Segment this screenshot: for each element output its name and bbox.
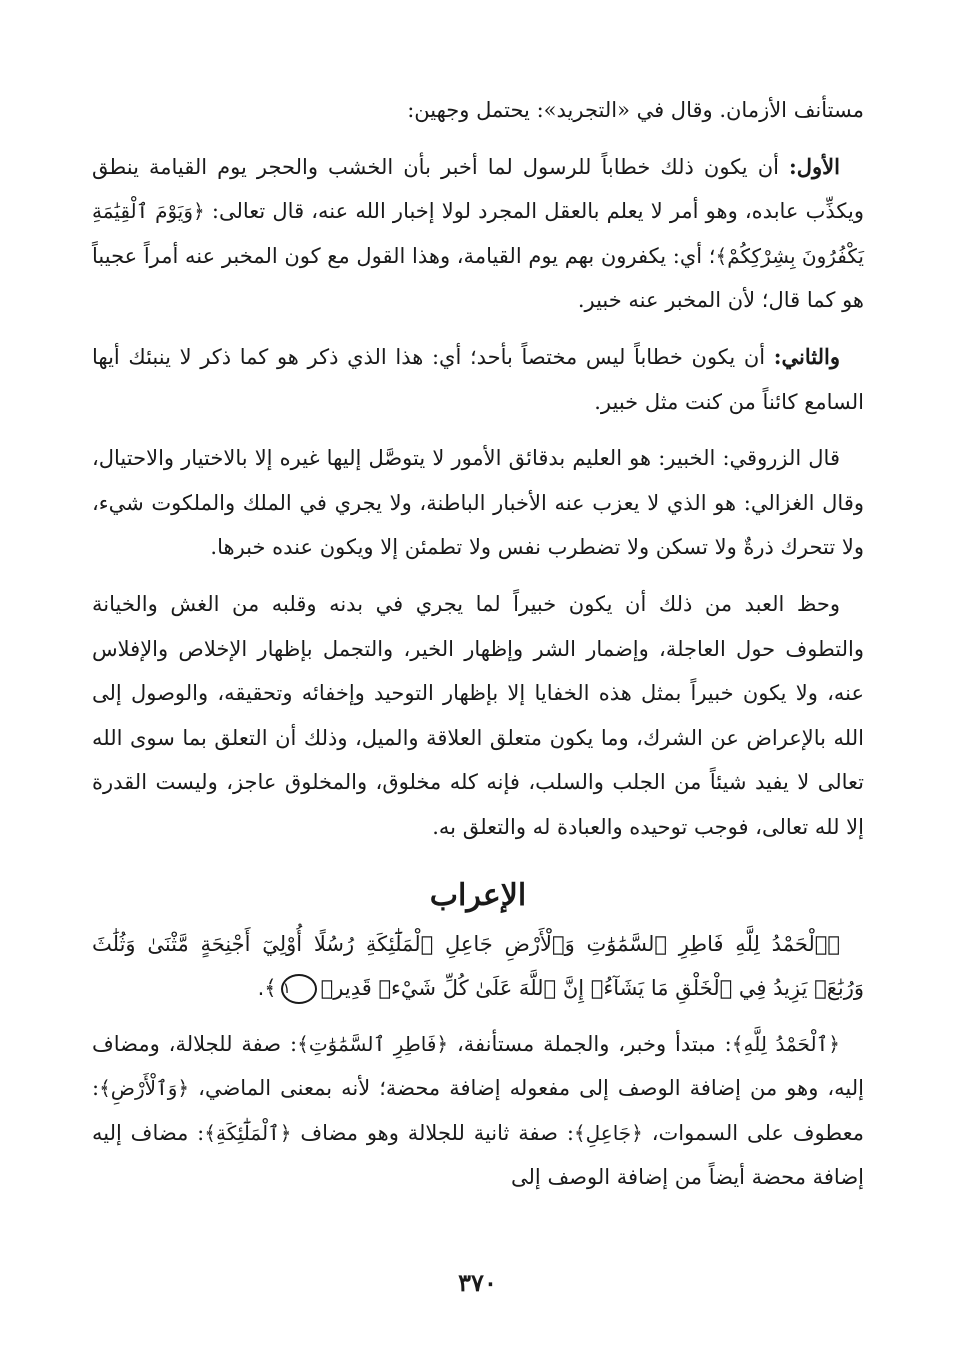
page-number: ٣٧٠ <box>458 1268 497 1297</box>
first-interpretation <box>92 145 864 323</box>
irab-quote-5: ﴿ٱلْمَلَٰٓئِكَةِ﴾ <box>204 1120 292 1145</box>
book-page <box>92 88 864 1212</box>
irab-text-4: : صفة ثانية للجلالة وهو مضاف <box>291 1120 574 1145</box>
irab-text-3: : معطوف على السموات، <box>92 1076 865 1145</box>
section-title-irab: الإعراب <box>429 877 527 913</box>
irab-text-2: : صفة للجلالة، ومضاف إليه، وهو من إضافة الوصف إلى مفعوله إضافة محضة؛ لأنه بمعنى الماضي، <box>92 1031 864 1101</box>
irab-quote-4: ﴿جَاعِلِ﴾ <box>573 1120 643 1145</box>
servant-share-paragraph: وحظ العبد من ذلك أن يكون خبيراً لما يجري في بدنه وقلبه من الغش والخيانة والتطوف حول العاجلة، وإضمار الشر وإظهار الخير، والتجمل بإظهار الإخلاص والإفلاس عنه، ولا يكون خبيراً بمثل هذه الخفايا إلا بإظهار التوحيد وإخفائه وتحقيقه، والوصول إلى الله بالإعراض عن الشرك، وما يكون متعلق العلاقة والميل، وذلك أن التعلق بما سوى الله تعالى لا يفيد شيئاً من الجلب والسلب، فإنه كله مخلوق، والمخلوق عاجز، وليست القدرة إلا لله تعالى، فوجب توحيده والعبادة له والتعلق به. <box>92 591 864 839</box>
intro-line: مستأنف الأزمان. وقال في «التجريد»: يحتمل وجهين: <box>407 98 864 122</box>
first-lead: الأول: <box>789 153 840 179</box>
irab-quote-1: ﴿ٱلْحَمْدُ لِلَّهِ﴾ <box>731 1031 840 1056</box>
irab-text-5: : مضاف إليه إضافة محضة أيضاً من إضافة الوصف إلى <box>92 1120 864 1190</box>
irab-quote-3: ﴿وَٱلْأَرْضِ﴾ <box>99 1076 190 1101</box>
ayah-number-marker: ١ <box>281 974 317 1004</box>
verse-close: ﴾. <box>257 975 277 1000</box>
verse-text: ﴿ٱلْحَمْدُ لِلَّهِ فَاطِرِ ٱلسَّمَٰوَٰتِ وَٱلْأَرْضِ جَاعِلِ ٱلْمَلَٰٓئِكَةِ رُسُلًا أُوْلِيٓ أَجْنِحَةٍ مَّثْنَىٰ وَثُلَٰثَ وَرُبَٰعَۚ يَزِيدُ فِي ٱلْخَلْقِ مَا يَشَآءُۚ إِنَّ ٱللَّهَ عَلَىٰ كُلِّ شَيْءٖ قَدِيرٞ <box>92 931 864 1000</box>
quran-verse-block <box>92 922 864 1010</box>
first-quran-verse: ﴿وَيَوْمَ ٱلْقِيَٰمَةِ يَكْفُرُونَ بِشِرْكِكُمْ﴾ <box>92 199 864 268</box>
first-text-before: أن يكون ذلك خطاباً للرسول لما أخبر بأن الخشب والحجر يوم القيامة ينطق ويكذِّب عابده، وهو أمر لا يعلم بالعقل المجرد لولا إخبار الله عنه، قال تعالى: <box>92 154 864 224</box>
first-text-after: ؛ أي: يكفرون بهم يوم القيامة، وهذا القول مع كون المخبر عنه أمراً عجيباً هو كما قال؛ لأن المخبر عنه خبير. <box>92 243 864 313</box>
second-interpretation <box>92 335 864 424</box>
irab-paragraph <box>92 1022 864 1200</box>
zurqani-paragraph: قال الزروقي: الخبير: هو العليم بدقائق الأمور لا يتوصَّل إليها غيره إلا بالاختيار والاحتيال، وقال الغزالي: هو الذي لا يعزب عنه الأخبار الباطنة، ولا يجري في الملك والملكوت شيء، ولا تتحرك ذرةٌ ولا تسكن ولا تضطرب نفس ولا تطمئن إلا ويكون عنده خبرها. <box>92 446 864 560</box>
irab-quote-2: ﴿فَاطِرِ ٱلسَّمَٰوَٰتِ﴾ <box>297 1031 449 1056</box>
second-lead: والثاني: <box>773 343 840 369</box>
second-text: أن يكون خطاباً ليس مختصاً بأحد؛ أي: هذا الذي ذكر هو كما ذكر لا ينبئك أيها السامع كائناً من كنت مثل خبير. <box>92 344 864 414</box>
irab-text-1: : مبتدأ وخبر، والجملة مستأنفة، <box>448 1031 732 1056</box>
